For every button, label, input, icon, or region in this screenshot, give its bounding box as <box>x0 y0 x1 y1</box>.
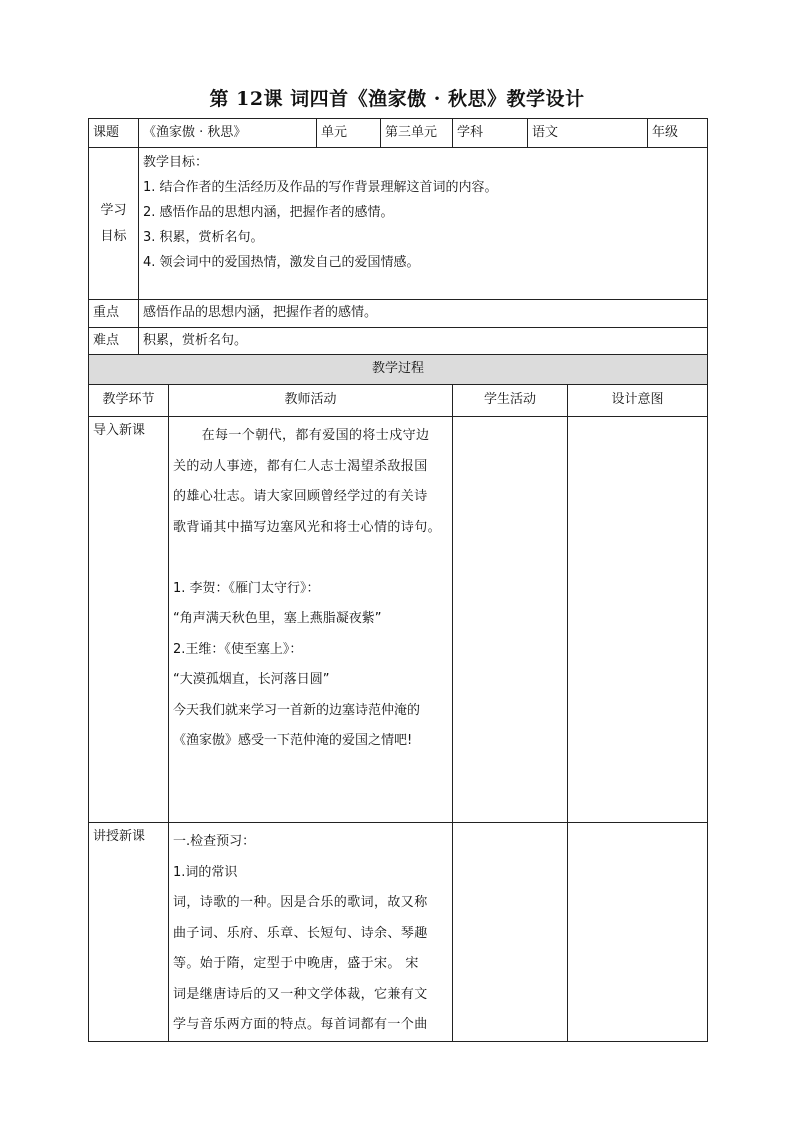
intro-line: “大漠孤烟直，长河落日圆” <box>173 672 330 687</box>
objective-item: 1. 结合作者的生活经历及作品的写作背景理解这首词的内容。 <box>143 180 498 195</box>
lecture-line: 词，诗歌的一种。因是合乐的歌词，故又称 <box>173 895 428 910</box>
unit-value: 第三单元 <box>381 119 453 148</box>
objectives-content <box>139 148 708 300</box>
lecture-line: 词是继唐诗后的又一种文学体裁，它兼有文 <box>173 986 428 1002</box>
objective-item: 2. 感悟作品的思想内涵，把握作者的感情。 <box>143 205 394 220</box>
lecture-teacher-activity <box>169 823 453 1042</box>
difficult-point-text: 积累，赏析名句。 <box>139 328 708 355</box>
difficult-point-row <box>89 328 708 355</box>
objective-item: 3. 积累，赏析名句。 <box>143 230 264 245</box>
intro-blank-line <box>173 543 448 574</box>
objective-item: 4. 领会词中的爱国热情，激发自己的爱国情感。 <box>143 255 420 270</box>
unit-label: 单元 <box>317 119 381 148</box>
intro-row <box>89 417 708 823</box>
intro-line: 2.王维：《使至塞上》： <box>173 641 303 657</box>
lecture-line: 1.词的常识 <box>173 864 238 880</box>
intro-line: 歌背诵其中描写边塞风光和将士心情的诗句。 <box>173 519 442 535</box>
intro-teacher-activity <box>169 417 453 823</box>
intro-line: 的雄心壮志。请大家回顾曾经学过的有关诗 <box>173 489 428 504</box>
topic-label: 课题 <box>89 119 139 148</box>
intro-line: 1. 李贺：《雁门太守行》： <box>173 580 320 596</box>
grade-label: 年级 <box>648 119 708 148</box>
subject-label: 学科 <box>453 119 528 148</box>
objectives-row <box>89 148 708 300</box>
column-header-student: 学生活动 <box>453 385 568 417</box>
difficult-point-label: 难点 <box>89 328 139 355</box>
lecture-label: 讲授新课 <box>89 823 169 1042</box>
intro-line: 关的动人事迹，都有仁人志士渴望杀敌报国 <box>173 458 428 474</box>
key-point-row <box>89 300 708 328</box>
lecture-row <box>89 823 708 1042</box>
column-header-stage: 教学环节 <box>89 385 169 417</box>
intro-design-intent <box>568 417 708 823</box>
lecture-line: 等。始于隋，定型于中晚唐，盛于宋。 宋 <box>173 956 419 971</box>
lecture-student-activity <box>453 823 568 1042</box>
process-columns-row <box>89 385 708 417</box>
intro-label: 导入新课 <box>89 417 169 823</box>
key-point-label: 重点 <box>89 300 139 328</box>
lecture-line: 一.检查预习： <box>173 834 256 849</box>
column-header-teacher: 教师活动 <box>169 385 453 417</box>
document-title: 第 12课 词四首《渔家傲 · 秋思》教学设计 <box>209 88 585 110</box>
topic-value: 《渔家傲 · 秋思》 <box>139 119 317 148</box>
intro-line: 《渔家傲》感受一下范仲淹的爱国之情吧! <box>173 733 413 748</box>
intro-line: 在每一个朝代，都有爱国的将士戍守边 <box>201 428 430 443</box>
lecture-line: 曲子词、乐府、乐章、长短句、诗余、琴趣 <box>173 925 428 941</box>
key-point-text: 感悟作品的思想内涵，把握作者的感情。 <box>139 300 708 328</box>
process-heading: 教学过程 <box>89 355 708 385</box>
intro-line: “角声满天秋色里，塞上燕脂凝夜紫” <box>173 611 382 626</box>
column-header-intent: 设计意图 <box>568 385 708 417</box>
subject-value: 语文 <box>528 119 648 148</box>
info-row <box>89 119 708 148</box>
objectives-label: 学习 目标 <box>89 148 139 300</box>
process-heading-row <box>89 355 708 385</box>
lecture-line: 学与音乐两方面的特点。每首词都有一个曲 <box>173 1017 428 1032</box>
intro-student-activity <box>453 417 568 823</box>
lecture-design-intent <box>568 823 708 1042</box>
intro-line: 今天我们就来学习一首新的边塞诗范仲淹的 <box>173 702 421 718</box>
objectives-heading: 教学目标： <box>143 155 209 170</box>
lesson-plan-table <box>88 118 708 1042</box>
